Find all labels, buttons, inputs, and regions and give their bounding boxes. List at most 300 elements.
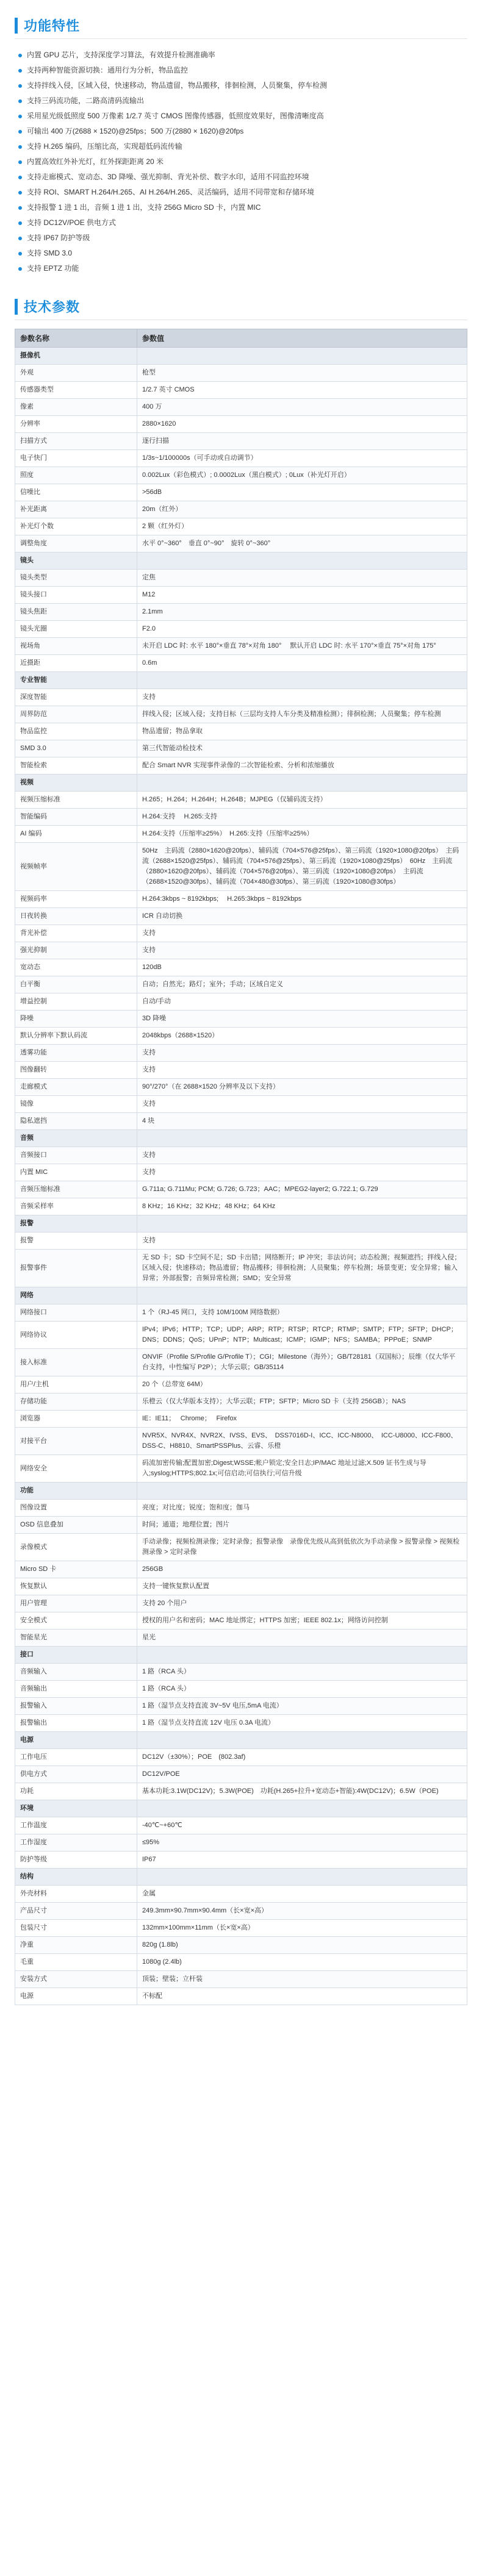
table-row [15,843,467,891]
param-value: 支持 [137,1045,467,1062]
param-value [137,775,467,792]
param-name: 补光灯个数 [15,518,137,535]
category-row [15,775,467,792]
param-value: 0.6m [137,655,467,672]
param-value: 不标配 [137,1988,467,2005]
table-row [15,1517,467,1534]
param-value: H.265；H.264；H.264H；H.264B；MJPEG（仅辅码流支持） [137,792,467,809]
feature-text: 支持走廊模式、宽动态、3D 降噪、强光抑制、背光补偿、数字水印，适用不同监控环境 [27,173,309,181]
param-name: 降噪 [15,1011,137,1028]
bullet-icon [18,69,22,73]
param-name: 镜头光圈 [15,621,137,638]
param-name: 音频采样率 [15,1198,137,1215]
param-name: 视频压缩标准 [15,792,137,809]
param-name: 用户/主机 [15,1376,137,1394]
param-value: 256GB [137,1561,467,1578]
param-name: 网络协议 [15,1322,137,1349]
param-value: 支持 [137,1164,467,1181]
param-value: >56dB [137,484,467,501]
param-name: 宽动态 [15,959,137,976]
param-name: 镜头类型 [15,570,137,587]
param-value [137,1732,467,1749]
table-row [15,1852,467,1869]
param-name: 扫描方式 [15,433,137,450]
category-name: 功能 [15,1483,137,1500]
param-name: 报警 [15,1233,137,1250]
table-row [15,1045,467,1062]
feature-text: 内置 GPU 芯片，支持深度学习算法，有效提升检测准确率 [27,51,215,59]
table-row [15,638,467,655]
param-value: 授权的用户名和密码；MAC 地址绑定；HTTPS 加密；IEEE 802.1x；网络访问控制 [137,1612,467,1630]
table-row [15,1500,467,1517]
category-name: 接口 [15,1647,137,1664]
table-row [15,993,467,1011]
table-row [15,959,467,976]
category-row [15,553,467,570]
category-row [15,1287,467,1304]
table-row [15,1630,467,1647]
feature-text: 支持三码流功能，二路高清码流输出 [27,96,145,105]
feature-text: 支持 IP67 防护等级 [27,234,90,242]
table-row [15,501,467,518]
param-name: 存储功能 [15,1394,137,1411]
header-param-name: 参数名称 [15,329,137,348]
param-value: 未开启 LDC 时: 水平 180°×垂直 78°×对角 180° 默认开启 LDC 时: 水平 170°×垂直 75°×对角 175° [137,638,467,655]
table-row [15,1062,467,1079]
param-value: IPv4；IPv6；HTTP；TCP；UDP；ARP；RTP；RTSP；RTCP；RTMP；SMTP；FTP；SFTP；DHCP；DNS；DDNS；QoS；UPnP；NTP；Multicast；ICMP；IGMP；NFS；SAMBA；PPPoE；SNMP [137,1322,467,1349]
feature-text: 支持拌线入侵，区域入侵，快速移动，物品遗留，物品搬移，徘徊检测，人员聚集，停车检测 [27,81,328,90]
bullet-icon [18,130,22,134]
features-title: 功能特性 [24,18,81,34]
feature-text: 支持报警 1 进 1 出，音频 1 进 1 出，支持 256G Micro SD 卡，内置 MIC [27,203,261,212]
table-row [15,467,467,484]
param-value: 无 SD 卡；SD 卡空间不足；SD 卡出错；网络断开；IP 冲突；非法访问；动态检测；视频遮挡；拌线入侵；区域入侵；快速移动；物品遗留；物品搬移；徘徊检测；人员聚集；停车检测；场景变更；安全异常；输入异常；外部报警；音频异常检测；SMD；安全异常 [137,1250,467,1287]
param-name: 信噪比 [15,484,137,501]
param-name: 电源 [15,1988,137,2005]
table-row [15,1612,467,1630]
table-row [15,1578,467,1595]
param-value [137,1800,467,1817]
param-name: 安装方式 [15,1971,137,1988]
param-name: 用户管理 [15,1595,137,1612]
param-name: 镜头接口 [15,587,137,604]
table-row [15,809,467,826]
table-row [15,1250,467,1287]
param-value: 支持 20 个用户 [137,1595,467,1612]
table-row [15,1028,467,1045]
table-row [15,450,467,467]
param-value: 20m（红外） [137,501,467,518]
param-value: 支持 [137,1233,467,1250]
feature-text: 支持 EPTZ 功能 [27,264,79,273]
param-value: 20 个（总带宽 64M） [137,1376,467,1394]
param-name: 智能编码 [15,809,137,826]
param-value: M12 [137,587,467,604]
param-value: 1/3s~1/100000s（可手动或自动调节） [137,450,467,467]
param-value: 1 个（RJ-45 网口，支持 10M/100M 网络数据） [137,1304,467,1322]
bullet-icon [18,221,22,225]
feature-item [17,124,467,139]
category-name: 音频 [15,1130,137,1147]
param-name: 默认分辨率下默认码流 [15,1028,137,1045]
param-value: 支持 [137,1147,467,1164]
param-value: 0.002Lux（彩色模式）; 0.0002Lux（黑白模式）; 0Lux（补光灯开启） [137,467,467,484]
table-row [15,1376,467,1394]
param-value: 自动；自然光；路灯；室外；手动；区域自定义 [137,976,467,993]
param-name: 音频接口 [15,1147,137,1164]
features-header [15,12,467,39]
param-name: 外壳材料 [15,1886,137,1903]
param-value: ONVIF（Profile S/Profile G/Profile T）；CGI；Milestone（海外）；GB/T28181（双国标）；辰维（仅大华平台支持，中性编写 P2P）；大华云联；GB/35114 [137,1349,467,1376]
feature-item [17,63,467,78]
specs-header [15,293,467,320]
param-name: 安全模式 [15,1612,137,1630]
table-row [15,1664,467,1681]
param-value: NVR5X、NVR4X、NVR2X、IVSS、EVS、 DSS7016D-I、ICC、ICC-N8000、 ICC-U8000、ICC-F800、DSS-C、H8810、SmartPSSPlus、云睿、乐橙 [137,1428,467,1455]
param-name: 接入标准 [15,1349,137,1376]
feature-item [17,200,467,215]
param-name: 报警事件 [15,1250,137,1287]
category-name: 结构 [15,1869,137,1886]
table-row [15,1113,467,1130]
param-value: 时间；通道；地理位置；图片 [137,1517,467,1534]
param-value: 1080g (2.4lb) [137,1954,467,1971]
feature-item [17,78,467,93]
param-name: 隐私遮挡 [15,1113,137,1130]
param-value [137,1287,467,1304]
param-value [137,1647,467,1664]
bullet-icon [18,99,22,103]
param-name: 近摄距 [15,655,137,672]
param-value: 249.3mm×90.7mm×90.4mm（长×宽×高） [137,1903,467,1920]
page [0,12,482,2017]
table-row [15,535,467,553]
table-row [15,792,467,809]
table-row [15,1534,467,1561]
param-value: 第三代智能动检技术 [137,740,467,757]
param-value: 支持 [137,689,467,706]
category-row [15,1732,467,1749]
param-name: 增益控制 [15,993,137,1011]
param-name: 透雾功能 [15,1045,137,1062]
table-row [15,925,467,942]
param-value: 手动录像；视频检测录像；定时录像；报警录像 录像优先级从高到低依次为手动录像 > 报警录像 > 视频检测录像 > 定时录像 [137,1534,467,1561]
bullet-icon [18,206,22,210]
param-value: 码流加密传输;配置加密;Digest;WSSE;帐户锁定;安全日志;IP/MAC 地址过滤;X.509 证书生成与导入;syslog;HTTPS;802.1x;可信启动;可信执行;可信升级 [137,1455,467,1483]
table-row [15,1455,467,1483]
param-name: 网络接口 [15,1304,137,1322]
param-value: H.264:支持（压缩率≥25%） H.265:支持（压缩率≥25%） [137,826,467,843]
param-value: 820g (1.8lb) [137,1937,467,1954]
table-row [15,1766,467,1783]
table-row [15,416,467,433]
param-name: 供电方式 [15,1766,137,1783]
param-name: 智能检索 [15,757,137,775]
param-name: 对接平台 [15,1428,137,1455]
category-row [15,1869,467,1886]
feature-item [17,261,467,276]
category-row [15,348,467,365]
param-name: 图像设置 [15,1500,137,1517]
table-row [15,1903,467,1920]
feature-item [17,154,467,170]
param-value: DC12V/POE [137,1766,467,1783]
param-value: 1/2.7 英寸 CMOS [137,382,467,399]
table-row [15,1971,467,1988]
table-row [15,1937,467,1954]
param-name: SMD 3.0 [15,740,137,757]
feature-text: 内置高效红外补光灯，红外探距距离 20 米 [27,157,164,166]
category-name: 环境 [15,1800,137,1817]
table-row [15,723,467,740]
bullet-icon [18,191,22,195]
param-value: G.711a; G.711Mu; PCM; G.726; G.723；AAC；MPEG2-layer2; G.722.1; G.729 [137,1181,467,1198]
param-name: Micro SD 卡 [15,1561,137,1578]
param-name: OSD 信息叠加 [15,1517,137,1534]
category-row [15,1647,467,1664]
param-name: 分辨率 [15,416,137,433]
param-name: 恢复默认 [15,1578,137,1595]
param-name: 日夜转换 [15,908,137,925]
table-row [15,587,467,604]
bullet-icon [18,237,22,240]
feature-text: 支持 H.265 编码，压缩比高，实现超低码流传输 [27,142,182,151]
features-list [15,39,467,281]
category-name: 摄像机 [15,348,137,365]
param-value: IE：IE11； Chrome； Firefox [137,1411,467,1428]
param-name: 强光抑制 [15,942,137,959]
category-name: 网络 [15,1287,137,1304]
param-name: 浏览器 [15,1411,137,1428]
param-name: 工作湿度 [15,1834,137,1852]
category-row [15,1130,467,1147]
feature-text: 支持两种智能资源切换：通用行为分析，物品监控 [27,66,189,74]
param-name: 白平衡 [15,976,137,993]
param-value: 顶装；壁装；立杆装 [137,1971,467,1988]
param-name: 音频输出 [15,1681,137,1698]
param-value: 支持 [137,1096,467,1113]
param-name: 图像翻转 [15,1062,137,1079]
table-row [15,1349,467,1376]
param-name: 走廊模式 [15,1079,137,1096]
spec-table-body [15,348,467,2005]
table-row [15,1428,467,1455]
table-row [15,1749,467,1766]
param-name: 功耗 [15,1783,137,1800]
param-name: 包装尺寸 [15,1920,137,1937]
param-name: 网络安全 [15,1455,137,1483]
param-name: 视频码率 [15,891,137,908]
table-row [15,1834,467,1852]
param-name: 像素 [15,399,137,416]
param-value: 90°/270°（在 2688×1520 分辨率及以下支持） [137,1079,467,1096]
param-name: 净重 [15,1937,137,1954]
param-name: 镜像 [15,1096,137,1113]
table-row [15,1954,467,1971]
table-row [15,1198,467,1215]
feature-item [17,48,467,63]
bullet-icon [18,252,22,256]
param-value [137,1130,467,1147]
param-value: IP67 [137,1852,467,1869]
param-value: 120dB [137,959,467,976]
table-row [15,942,467,959]
param-value [137,672,467,689]
param-value: 支持 [137,942,467,959]
param-name: 深度智能 [15,689,137,706]
param-value: 1 路（RCA 头） [137,1681,467,1698]
category-row [15,672,467,689]
feature-item [17,109,467,124]
table-row [15,689,467,706]
table-row [15,1011,467,1028]
param-value: 支持 [137,1062,467,1079]
param-value: 400 万 [137,399,467,416]
table-row [15,891,467,908]
spec-table-header [15,329,467,348]
feature-text: 可输出 400 万(2688 × 1520)@25fps；500 万(2880 × 1620)@20fps [27,127,244,135]
param-value: 拌线入侵；区域入侵；支持目标（三层均支持人车分类及精准检测）；徘徊检测；人员聚集；停车检测 [137,706,467,723]
category-name: 专业智能 [15,672,137,689]
param-value: 50Hz 主码流（2880×1620@20fps）、辅码流（704×576@25fps）、第三码流（1920×1080@20fps） 主码流（2688×1520@25fps）、辅码流（704×576@25fps）、第三码流（1920×1080@25fps） 60Hz 主码流（2880×1620@20fps）、辅码流（704×576@20fps）、第三码流（1920×1080@20fps） 主码流（2688×1520@30fps）、辅码流（704×480@30fps）、第三码流（1920×1080@30fps） [137,843,467,891]
param-name: 智能星光 [15,1630,137,1647]
feature-text: 支持 ROI、SMART H.264/H.265、AI H.264/H.265、灵活编码，适用不同带宽和存储环境 [27,188,314,196]
specs-title: 技术参数 [24,299,81,315]
category-name: 视频 [15,775,137,792]
category-name: 镜头 [15,553,137,570]
param-value: 4 块 [137,1113,467,1130]
section-accent-bar [15,299,18,315]
feature-item [17,93,467,109]
param-value [137,1869,467,1886]
param-name: 内置 MIC [15,1164,137,1181]
table-row [15,621,467,638]
bullet-icon [18,84,22,88]
param-value: 3D 降噪 [137,1011,467,1028]
table-row [15,570,467,587]
table-row [15,1096,467,1113]
table-row [15,1817,467,1834]
table-row [15,1988,467,2005]
table-row [15,382,467,399]
feature-text: 采用星光级低照度 500 万像素 1/2.7 英寸 CMOS 图像传感器，低照度效果好，图像清晰度高 [27,112,324,120]
param-name: 毛重 [15,1954,137,1971]
param-value: 物品遗留；物品拿取 [137,723,467,740]
param-value: 自动/手动 [137,993,467,1011]
param-value: 基本功耗:3.1W(DC12V)；5.3W(POE) 功耗(H.265+拉升+宽动态+智能):4W(DC12V)；6.5W（POE) [137,1783,467,1800]
param-value: F2.0 [137,621,467,638]
param-name: 外观 [15,365,137,382]
param-name: 录像模式 [15,1534,137,1561]
param-name: 工作温度 [15,1817,137,1834]
param-value: 支持一键恢复默认配置 [137,1578,467,1595]
header-param-value: 参数值 [137,329,467,348]
param-name: 音频输入 [15,1664,137,1681]
table-row [15,1783,467,1800]
param-value: 支持 [137,925,467,942]
param-name: 照度 [15,467,137,484]
param-name: 背光补偿 [15,925,137,942]
category-row [15,1483,467,1500]
param-name: 视频帧率 [15,843,137,891]
table-row [15,826,467,843]
param-value: 132mm×100mm×11mm（长×宽×高） [137,1920,467,1937]
table-row [15,1886,467,1903]
bullet-icon [18,160,22,164]
feature-item [17,231,467,246]
bullet-icon [18,145,22,149]
param-value: 1 路（湿节点支持直流 3V~5V 电压,5mA 电流） [137,1698,467,1715]
feature-item [17,215,467,231]
bullet-icon [18,176,22,179]
param-value: 2880×1620 [137,416,467,433]
param-value [137,348,467,365]
feature-item [17,139,467,154]
param-value: 配合 Smart NVR 实现事件录像的二次智能检索、分析和浓缩播放 [137,757,467,775]
param-value: ICR 自动切换 [137,908,467,925]
param-name: 报警输出 [15,1715,137,1732]
section-accent-bar [15,18,18,34]
param-name: 传感器类型 [15,382,137,399]
param-name: 电子快门 [15,450,137,467]
feature-item [17,185,467,200]
table-row [15,1304,467,1322]
table-row [15,518,467,535]
table-row [15,1561,467,1578]
param-value: 逐行扫描 [137,433,467,450]
param-value: 枪型 [137,365,467,382]
table-row [15,433,467,450]
table-row [15,365,467,382]
param-value: 定焦 [137,570,467,587]
param-value: DC12V（±30%）；POE (802.3af) [137,1749,467,1766]
table-row [15,1698,467,1715]
param-value: H.264:支持 H.265:支持 [137,809,467,826]
table-row [15,484,467,501]
param-value [137,1483,467,1500]
param-name: 工作电压 [15,1749,137,1766]
table-row [15,655,467,672]
param-name: 补光距离 [15,501,137,518]
table-row [15,1322,467,1349]
feature-text: 支持 SMD 3.0 [27,249,73,257]
param-value: 乐橙云（仅大华版本支持）；大华云联；FTP；SFTP；Micro SD 卡（支持 256GB）；NAS [137,1394,467,1411]
param-value [137,553,467,570]
param-name: 产品尺寸 [15,1903,137,1920]
param-name: 调整角度 [15,535,137,553]
param-name: 物品监控 [15,723,137,740]
table-row [15,757,467,775]
param-value: 金属 [137,1886,467,1903]
table-row [15,1181,467,1198]
table-row [15,976,467,993]
table-row [15,1681,467,1698]
param-value: H.264:3kbps ~ 8192kbps; H.265:3kbps ~ 8192kbps [137,891,467,908]
table-row [15,1079,467,1096]
param-value: 1 路（湿节点支持直流 12V 电压 0.3A 电流） [137,1715,467,1732]
param-value: 星光 [137,1630,467,1647]
table-row [15,604,467,621]
bullet-icon [18,54,22,57]
table-row [15,706,467,723]
param-name: AI 编码 [15,826,137,843]
table-row [15,399,467,416]
table-row [15,1233,467,1250]
table-row [15,740,467,757]
param-value: 亮度；对比度；锐度；饱和度；伽马 [137,1500,467,1517]
param-value: 2 颗（红外灯） [137,518,467,535]
table-row [15,1920,467,1937]
